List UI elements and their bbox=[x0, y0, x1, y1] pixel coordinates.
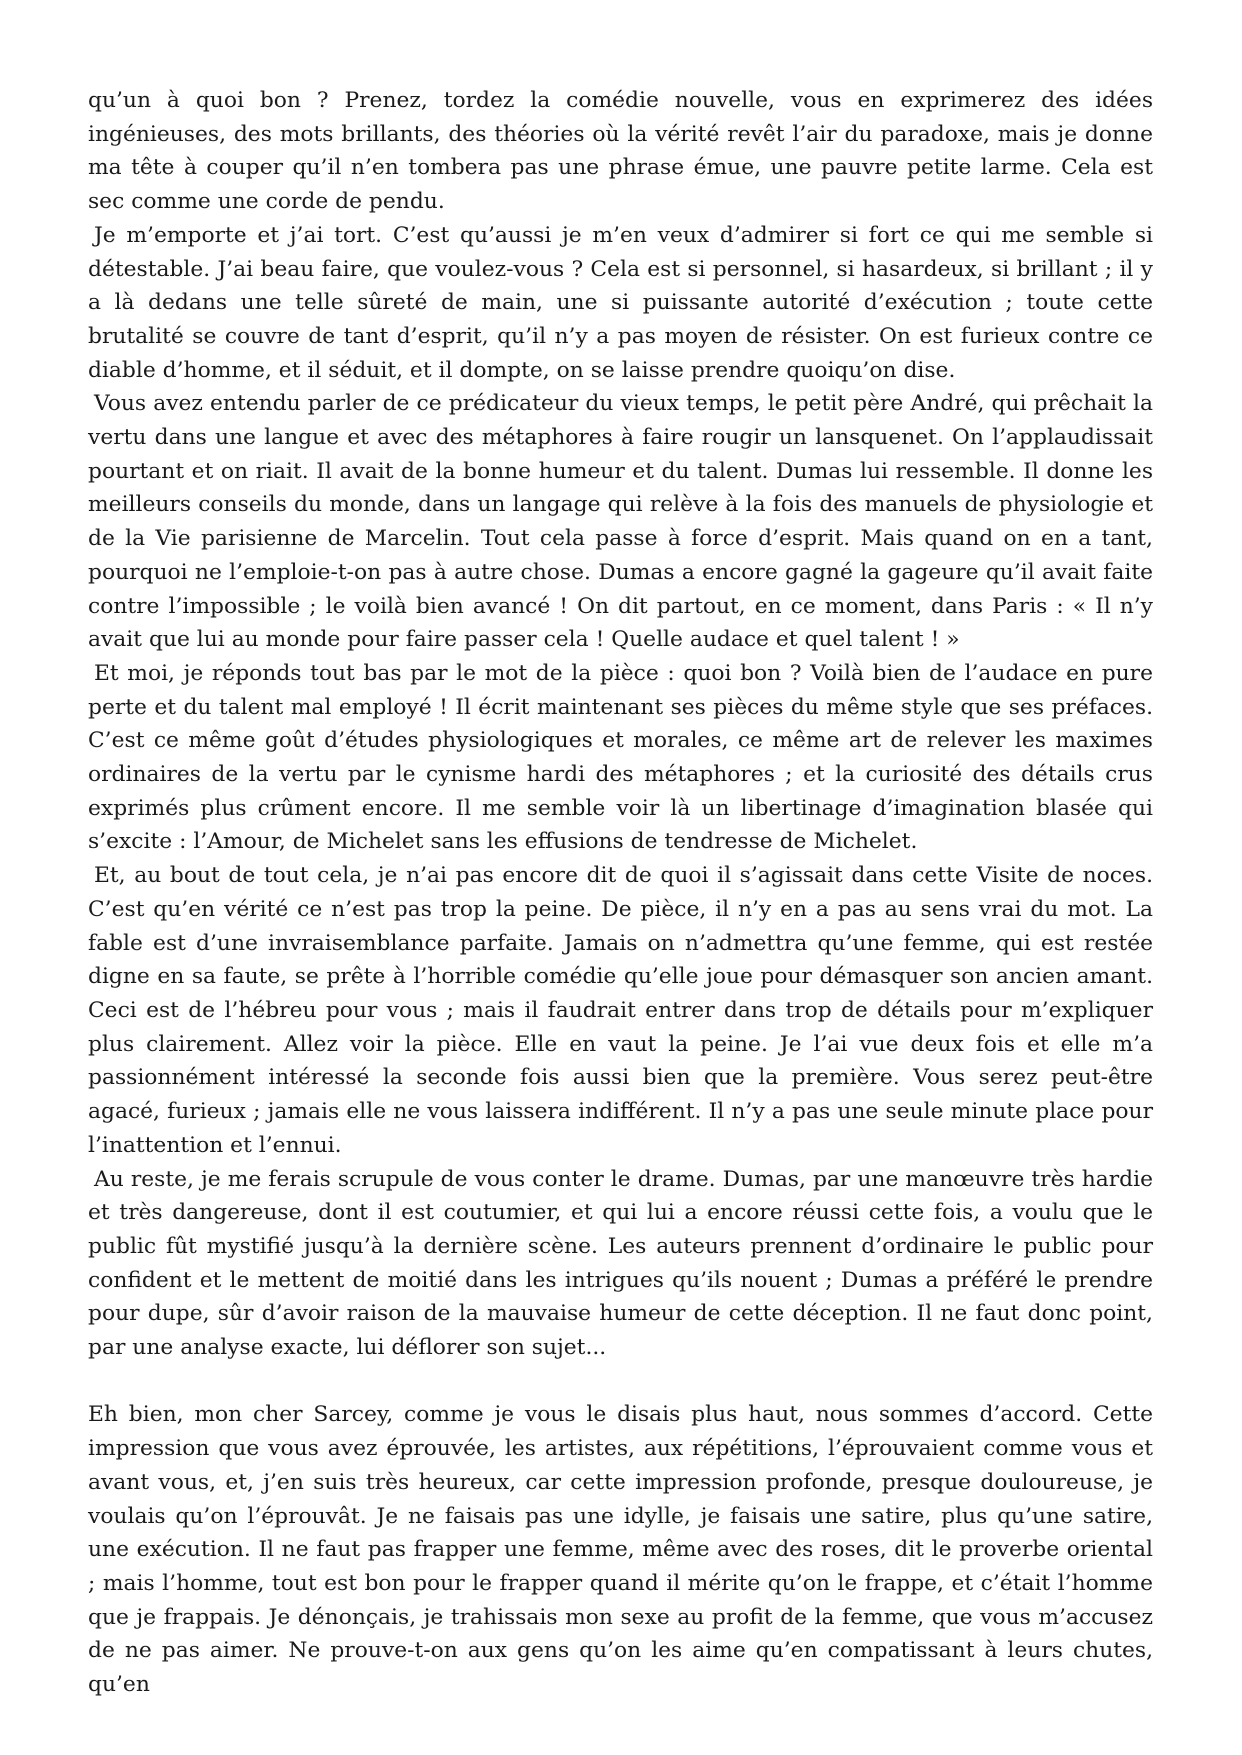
paragraph-3: Vous avez entendu parler de ce prédicateur du vieux temps, le petit père André, qui prêchait la vertu dans une langue et avec des métaphores à faire rougir un lansquenet. On l’applaudissait pourtant et on riait. Il avait de la bonne humeur et du talent. Dumas lui ressemble. Il donne les meilleurs conseils du monde, dans un langage qui relève à la fois des manuels de physiologie et de la Vie parisienne de Marcelin. Tout cela passe à force d’esprit. Mais quand on en a tant, pourquoi ne l’emploie-t-on pas à autre chose. Dumas a encore gagné la gageure qu’il avait faite contre l’impossible ; le voilà bien avancé ! On dit partout, en ce moment, dans Paris : « Il n’y avait que lui au monde pour faire passer cela ! Quelle audace et quel talent ! » bbox=[88, 391, 1153, 653]
paragraph-6: Au reste, je me ferais scrupule de vous conter le drame. Dumas, par une manœuvre très hardie et très dangereuse, dont il est coutumier, et qui lui a encore réussi cette fois, a voulu que le public fût mystifié jusqu’à la dernière scène. Les auteurs prennent d’ordinaire le public pour confident et le mettent de moitié dans les intrigues qu’ils nouent ; Dumas a préféré le prendre pour dupe, sûr d’avoir raison de la mauvaise humeur de cette déception. Il ne faut donc point, par une analyse exacte, lui déflorer son sujet... bbox=[88, 1166, 1153, 1361]
paragraph-4: Et moi, je réponds tout bas par le mot de la pièce : quoi bon ? Voilà bien de l’audace en pure perte et du talent mal employé ! Il écrit maintenant ses pièces du même style que ses préfaces. C’est ce même goût d’études physiologiques et morales, ce même art de relever les maximes ordinaires de la vertu par le cynisme hardi des métaphores ; et la curiosité des détails crus exprimés plus crûment encore. Il me semble voir là un libertinage d’imagination blasée qui s’excite : l’Amour, de Michelet sans les effusions de tendresse de Michelet. bbox=[88, 660, 1153, 855]
paragraph-1: qu’un à quoi bon ? Prenez, tordez la comédie nouvelle, vous en exprimerez des idées ingénieuses, des mots brillants, des théories où la vérité revêt l’air du paradoxe, mais je donne ma tête à couper qu’il n’en tombera pas une phrase émue, une pauvre petite larme. Cela est sec comme une corde de pendu. bbox=[88, 88, 1153, 215]
paragraph-5: Et, au bout de tout cela, je n’ai pas encore dit de quoi il s’agissait dans cette Visite de noces. C’est qu’en vérité ce n’est pas trop la peine. De pièce, il n’y en a pas au sens vrai du mot. La fable est d’une invraisemblance parfaite. Jamais on n’admettra qu’une femme, qui est restée digne en sa faute, se prête à l’horrible comédie qu’elle joue pour démasquer son ancien amant. Ceci est de l’hébreu pour vous ; mais il faudrait entrer dans trop de détails pour m’expliquer plus clairement. Allez voir la pièce. Elle en vaut la peine. Je l’ai vue deux fois et elle m’a passionnément intéressé la seconde fois aussi bien que la première. Vous serez peut-être agacé, furieux ; jamais elle ne vous laissera indifférent. Il n’y a pas une seule minute place pour l’inattention et l’ennui. bbox=[88, 863, 1153, 1158]
document-page bbox=[88, 84, 1153, 1702]
paragraph-2: Je m’emporte et j’ai tort. C’est qu’aussi je m’en veux d’admirer si fort ce qui me semble si détestable. J’ai beau faire, que voulez-vous ? Cela est si personnel, si hasardeux, si brillant ; il y a là dedans une telle sûreté de main, une si puissante autorité d’exécution ; toute cette brutalité se couvre de tant d’esprit, qu’il n’y a pas moyen de résister. On est furieux contre ce diable d’homme, et il séduit, et il dompte, on se laisse prendre quoiqu’on dise. bbox=[88, 222, 1153, 383]
paragraph-7: Eh bien, mon cher Sarcey, comme je vous le disais plus haut, nous sommes d’accord. Cette impression que vous avez éprouvée, les artistes, aux répétitions, l’éprouvaient comme vous et avant vous, et, j’en suis très heureux, car cette impression profonde, presque douloureuse, je voulais qu’on l’éprouvât. Je ne faisais pas une idylle, je faisais une satire, plus qu’une satire, une exécution. Il ne faut pas frapper une femme, même avec des roses, dit le proverbe oriental ; mais l’homme, tout est bon pour le frapper quand il mérite qu’on le frappe, et c’était l’homme que je frappais. Je dénonçais, je trahissais mon sexe au profit de la femme, que vous m’accusez de ne pas aimer. Ne prouve-t-on aux gens qu’on les aime qu’en compatissant à leurs chutes, qu’en bbox=[88, 1402, 1153, 1698]
section-break bbox=[88, 1365, 1153, 1399]
